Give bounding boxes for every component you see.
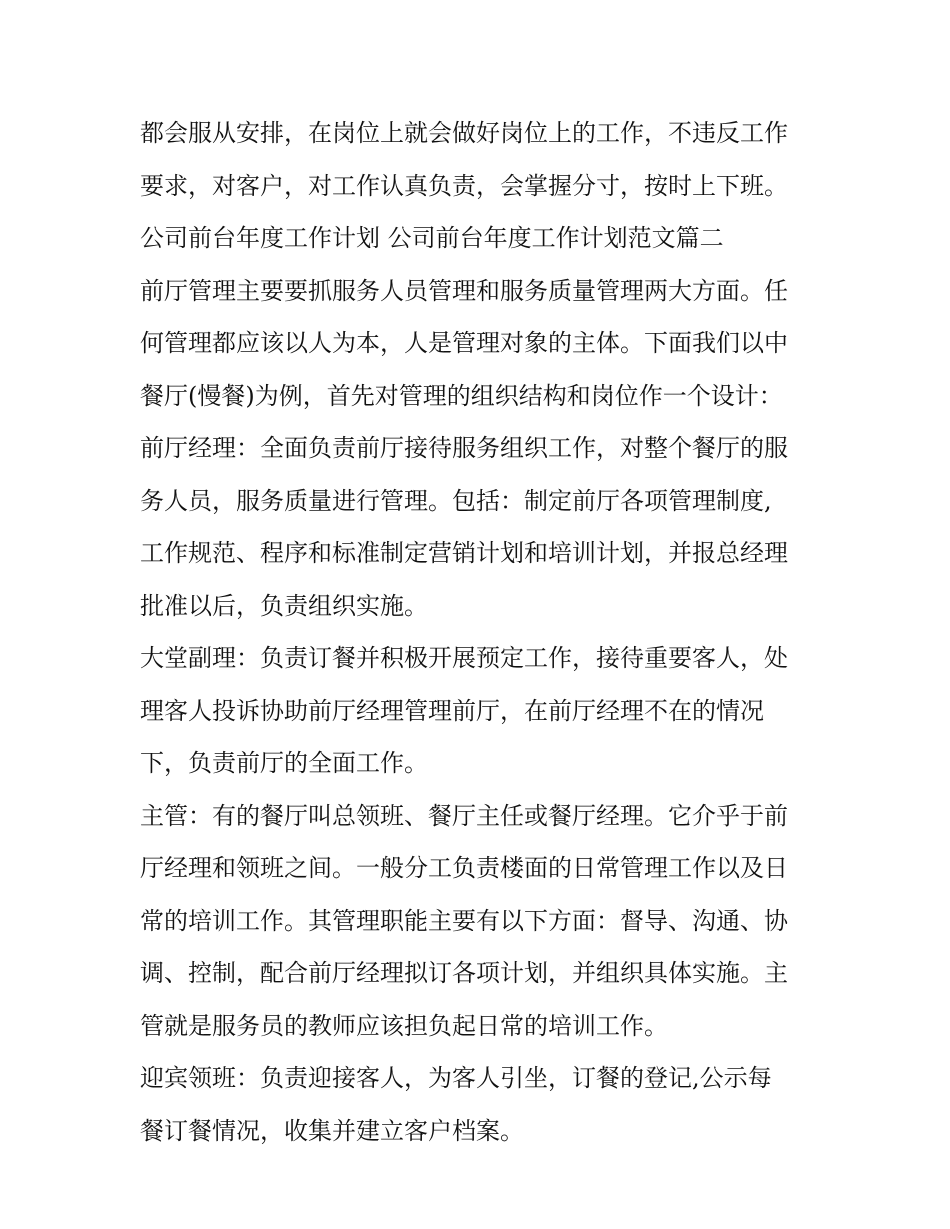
text-line: 餐厅(慢餐)为例，首先对管理的组织结构和岗位作一个设计： <box>140 381 783 410</box>
text-line: 管就是服务员的教师应该担负起日常的培训工作。 <box>140 1011 668 1040</box>
text-line: 务人员，服务质量进行管理。包括：制定前厅各项管理制度, <box>140 486 772 515</box>
text-line: 调、控制，配合前厅经理拟订各项计划，并组织具体实施。主 <box>140 959 788 987</box>
text-line: 工作规范、程序和标准制定营销计划和培训计划，并报总经理 <box>140 539 788 567</box>
text-line: 厅经理和领班之间。一般分工负责楼面的日常管理工作以及日 <box>140 854 788 882</box>
text-line: 要求，对客户，对工作认真负责，会掌握分寸，按时上下班。 <box>140 171 788 200</box>
text-line: 何管理都应该以人为本，人是管理对象的主体。下面我们以中 <box>140 329 788 357</box>
text-line: 批准以后，负责组织实施。 <box>140 591 428 620</box>
text-line: 主管：有的餐厅叫总领班、餐厅主任或餐厅经理。它介乎于前 <box>140 801 788 830</box>
text-line: 前厅管理主要要抓服务人员管理和服务质量管理两大方面。任 <box>140 276 788 305</box>
text-line: 理客人投诉协助前厅经理管理前厅，在前厅经理不在的情况 <box>140 696 764 725</box>
text-line: 下，负责前厅的全面工作。 <box>140 749 428 777</box>
text-line: 都会服从安排，在岗位上就会做好岗位上的工作，不违反工作 <box>140 119 788 147</box>
text-line: 大堂副理：负责订餐并积极开展预定工作，接待重要客人，处 <box>140 644 788 672</box>
text-line: 前厅经理：全面负责前厅接待服务组织工作，对整个餐厅的服 <box>140 434 788 462</box>
section-heading: 公司前台年度工作计划 公司前台年度工作计划范文篇二 <box>140 224 724 252</box>
body-text <box>140 107 820 1157</box>
text-line: 餐订餐情况，收集并建立客户档案。 <box>140 1116 524 1145</box>
text-line: 常的培训工作。其管理职能主要有以下方面：督导、沟通、协 <box>140 906 788 935</box>
text-line: 迎宾领班：负责迎接客人，为客人引坐，订餐的登记,公示每 <box>140 1064 772 1092</box>
